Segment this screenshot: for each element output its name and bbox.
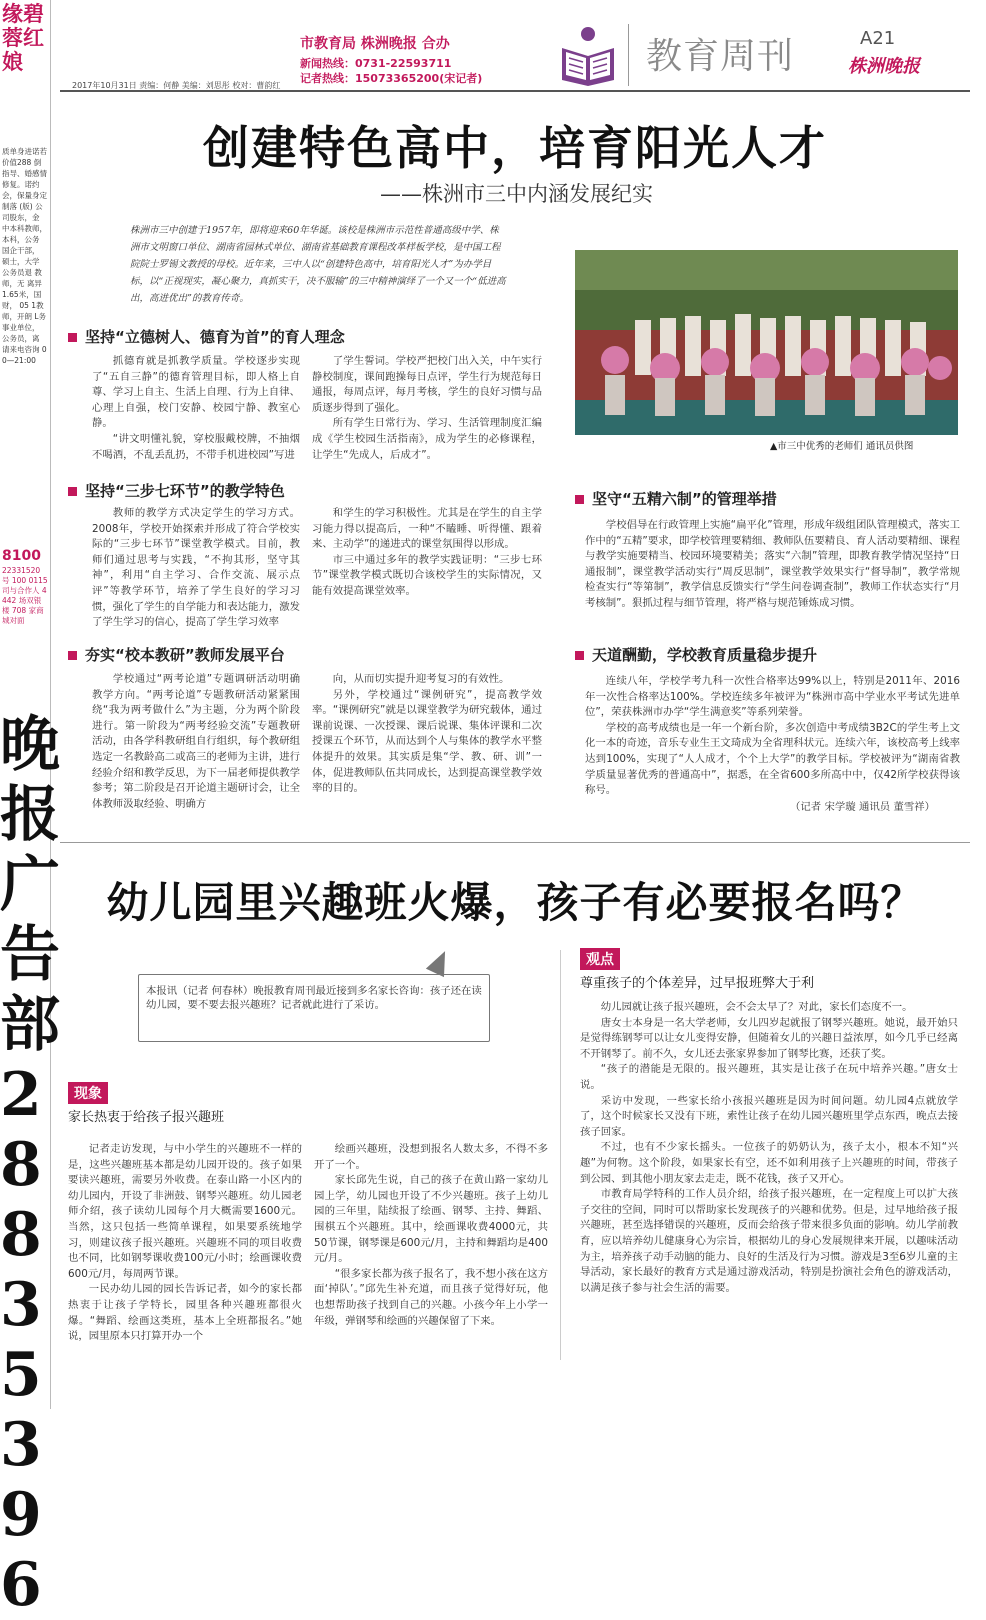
paragraph: 学校的高考成绩也是一年一个新台阶，多次创造中考成绩3B2C的学生考上文化一本的奇迹，音乐专业生王文琦成为全省理科状元。连续六年，该校高考上线率达到100%，实现了“人人成才，个个上大学”的教学目标。学校被评为“湖南省教学质量显著优秀的普通高中”，据悉，在全省600多所高中中，仅42所学校获得该称号。 bbox=[585, 721, 960, 797]
section3-col2 bbox=[312, 672, 542, 797]
paragraph: “很多家长都为孩子报名了，我不想小孩在这方面‘掉队’。”邱先生补充道，而且孩子觉得好玩，他也想帮助孩子找到自己的兴趣。小孩今年上小学一年级，弹钢琴和绘画的兴趣保留了下来。 bbox=[314, 1267, 548, 1327]
paragraph: 另外，学校通过“课例研究”，提高教学效率。“课例研究”就是以课堂教学为研究载体，通过课前说课、一次授课、课后说课、集体评课和二次授课五个环节，从而达到个人与集体的教学水平整体提升的效果。其实质是集“学、教、研、训”一体，促进教师队伍共同成长，达到提高课堂教学效率的目的。 bbox=[312, 688, 542, 795]
left-ad-address: 22331520 号 100 0115 司与合作人 4442 场双银 楼 708 家商城对面 bbox=[2, 566, 48, 625]
column-divider bbox=[560, 950, 561, 1360]
section-heading-3 bbox=[68, 644, 285, 665]
article2-headline: 幼儿园里兴趣班火爆，孩子有必要报名吗？ bbox=[106, 878, 924, 927]
section-heading-4 bbox=[575, 488, 777, 509]
reporter-hotline: 记者热线：15073365200(宋记者) bbox=[300, 72, 483, 85]
article2-lead: 本报讯（记者 何春林）晚报教育周刊最近接到多名家长咨询：孩子还在读幼儿园，要不要去报兴趣班？记者就此进行了采访。 bbox=[146, 985, 482, 1011]
section-title-text: 坚守“五精六制”的管理举措 bbox=[592, 490, 777, 508]
paragraph: 向，从而切实提升迎考复习的有效性。 bbox=[332, 673, 510, 685]
paragraph: 不过，也有不少家长摇头。一位孩子的奶奶认为，孩子太小，根本不知“兴趣”为何物。这个阶段，如果家长有空，还不如利用孩子上兴趣班的时间，带孩子到公园、到其他小朋友家去走走，既不花钱，孩子又开心。 bbox=[580, 1141, 958, 1185]
section5-body bbox=[585, 674, 960, 799]
paragraph: 采访中发现，一些家长给小孩报兴趣班是因为时间问题。幼儿园4点就放学了，这个时候家长又没有下班，索性让孩子在幼儿园兴趣班里学点东西，晚点去接孩子回家。 bbox=[580, 1094, 958, 1138]
viewpoint-body bbox=[580, 1000, 958, 1296]
paragraph: 抓德育就是抓教学质量。学校逐步实现了“五自三静”的德育管理目标，即人格上自尊、学习上自主、生活上自理、行为上自律、心理上自强，校门安静、校园宁静、教室心静。 bbox=[92, 355, 300, 430]
section-heading-1 bbox=[68, 326, 345, 347]
paragraph: 市三中通过多年的教学实践证明：“三步七环节”课堂教学模式既切合该校学生的实际情况，又能有效提高课堂效率。 bbox=[312, 553, 542, 597]
paragraph: 学校倡导在行政管理上实施“扁平化”管理，形成年级组团队管理模式，落实工作中的“五精”要求，即学校管理要精细、教师队伍要精良、育人活动要精细、课程与教学实施要精当、校园环境要精美；落实“六制”管理，即教育教学情况坚持“日通报制”，课堂教学活动实行“周反思制”，课堂教学效果实行“督导制”，教学常规检查实行“等第制”，教学信息反馈实行“学生问卷调查制”，教师工作状态实行“月考核制”。狠抓过程与细节管理，将严格与规范锤炼成习惯。 bbox=[585, 519, 960, 609]
section1-col1 bbox=[92, 354, 300, 463]
article-divider bbox=[60, 842, 970, 843]
phenomenon-col2 bbox=[314, 1142, 548, 1329]
newspaper-logo: 株洲晚报 bbox=[848, 56, 920, 77]
viewpoint-tag: 观点 bbox=[580, 948, 620, 970]
article1-subhead: ——株洲市三中内涵发展纪实 bbox=[380, 182, 653, 206]
section-title: 教育周刊 bbox=[646, 36, 795, 77]
paragraph: 和学生的学习积极性。尤其是在学生的自主学习能力得以提高后，一种“不瞌睡、听得懂、跟着来、主动学”的递进式的课堂氛围得以形成。 bbox=[312, 507, 542, 551]
paragraph: 所有学生日常行为、学习、生活管理制度汇编成《学生校园生活指南》，成为学生的必修课程，让学生“先成人，后成才”。 bbox=[312, 417, 542, 461]
left-bottom-ad: 晚报广告部 28835396 bbox=[0, 710, 60, 1620]
paragraph: “孩子的潜能是无限的。报兴趣班，其实是让孩子在玩中培养兴趣。”唐女士说。 bbox=[580, 1063, 958, 1091]
paragraph: 幼儿园就让孩子报兴趣班，会不会太早了？对此，家长们态度不一。 bbox=[600, 1001, 913, 1013]
left-ad-phone: 8100 bbox=[2, 548, 41, 564]
reader-book-icon bbox=[556, 24, 620, 86]
article1-byline: （记者 宋学璇 通讯员 董雪祥） bbox=[790, 801, 935, 813]
phenomenon-col1 bbox=[68, 1142, 302, 1345]
section-heading-5 bbox=[575, 644, 817, 665]
speech-bubble-tail bbox=[426, 947, 454, 977]
square-bullet-icon bbox=[68, 487, 77, 496]
square-bullet-icon bbox=[575, 495, 584, 504]
teachers-group-photo bbox=[575, 250, 958, 435]
section-title-text: 坚持“三步七环节”的教学特色 bbox=[85, 482, 285, 500]
square-bullet-icon bbox=[575, 651, 584, 660]
square-bullet-icon bbox=[68, 333, 77, 342]
photo-caption: ▲市三中优秀的老师们 通讯员供图 bbox=[770, 441, 914, 452]
masthead-rule bbox=[60, 90, 970, 92]
article1-headline: 创建特色高中，培育阳光人才 bbox=[203, 121, 827, 175]
paragraph: 市教育局学特科的工作人员介绍，给孩子报兴趣班，在一定程度上可以扩大孩子交往的空间，同时可以帮助家长发现孩子的兴趣和优势。但是，过早地给孩子报兴趣班，甚至选择错误的兴趣班，反而会给孩子带来很多负面的影响。幼儿学前教育，应以培养幼儿健康身心为宗旨，根据幼儿的身心发展规律来开展，以趣味活动为主，培养孩子动手动脑的能力、良好的生活及行为习惯。游戏是3至6岁儿童的主导活动，家长最好的教育方式是通过游戏活动，特别是扮演社会角色的游戏活动，以满足孩子参与社会生活的需要。 bbox=[580, 1188, 958, 1294]
paragraph: 家长邱先生说，自己的孩子在黄山路一家幼儿园上学，幼儿园也开设了不少兴趣班。孩子上幼儿园的三年里，陆续报了绘画、钢琴、主持、舞蹈、围棋五个兴趣班。其中，绘画课收费4000元，共50节课，钢琴课是600元/月，主持和舞蹈均是400元/月。 bbox=[314, 1174, 548, 1265]
paragraph: 记者走访发现，与中小学生的兴趣班不一样的是，这些兴趣班基本都是幼儿园开设的。孩子如果要读兴趣班，需要另外收费。在泰山路一小区内的幼儿园内，开设了非洲鼓、钢琴兴趣班。幼儿园老师介绍，孩子读幼儿园每个月大概需要1600元。当然，这只包括一些简单课程，如果要系统地学习，则建议孩子报兴趣班。兴趣班不同的项目收费也不同，比如钢琴课收费100元/小时；绘画课收费600元/月，每周两节课。 bbox=[68, 1143, 302, 1280]
sponsors-line: 市教育局 株洲晚报 合办 bbox=[300, 36, 450, 52]
left-ad-body: 质单身进诺若价值288 倒指导、婚感情修复。诺约会，保量身定制落 (版) 公司股东，金 中本科教师， 本科，公务 国企干部， 硕士，大学 公务员退 教师，无 离异 1.65米，国 财， 05 1教师，开朗 L务 事业单位， 公务员，离 请来电咨询 00—21:00 bbox=[2, 147, 47, 365]
section2-col2 bbox=[312, 506, 542, 600]
paragraph: 绘画兴趣班，没想到报名人数太多，不得不多开了一个。 bbox=[314, 1143, 548, 1171]
section1-col2 bbox=[312, 354, 542, 463]
section-heading-2 bbox=[68, 480, 285, 501]
paragraph: 了学生誓词。学校严把校门出入关，中午实行静校制度，课间跑操每日点评，学生行为规范每日通报，每周点评，每月考核，学生的良好习惯与品质逐步得到了强化。 bbox=[312, 355, 542, 414]
paragraph: 教师的教学方式决定学生的学习方式。2008年，学校开始探索并形成了符合学校实际的“三步七环节”课堂教学模式。目前，教师们通过思考与实践，“不拘其形，坚守其神”，利用“自主学习、合作交流、展示点评”等教学环节，培养了学生良好的学习习惯，强化了学生的自学能力和表达能力，激发了学生学习的信心，提高了学生学习效率 bbox=[92, 507, 300, 629]
page-number: A21 bbox=[860, 28, 896, 49]
paragraph: “讲文明懂礼貌，穿校服戴校牌，不抽烟不喝酒，不乱丢乱扔，不带手机进校园”写进 bbox=[92, 432, 300, 461]
masthead-divider bbox=[628, 24, 629, 86]
left-ad-title: 缘碧蓉红娘 bbox=[2, 1, 44, 74]
left-ad bbox=[0, 0, 50, 708]
section-title-text: 夯实“校本教研”教师发展平台 bbox=[85, 646, 285, 664]
viewpoint-subhead: 尊重孩子的个体差异，过早报班弊大于利 bbox=[580, 976, 815, 991]
section3-col1 bbox=[92, 672, 300, 812]
dateline: 2017年10月31日 责编：何静 美编：刘思彤 校对：曹韵红 bbox=[72, 81, 281, 90]
news-hotline: 新闻热线：0731-22593711 bbox=[300, 57, 452, 70]
paragraph: 唐女士本身是一名大学老师，女儿四岁起就报了钢琴兴趣班。她说，最开始只是觉得练钢琴可以让女儿变得安静，但随着女儿的兴趣日益浓厚，如今几乎已经离不开钢琴了。前不久，女儿还去张家界参加了钢琴比赛，还获了奖。 bbox=[580, 1016, 958, 1060]
paragraph: 学校通过“两考论道”专题调研活动明确教学方向。“两考论道”专题教研活动紧紧围绕“我为两考做什么”为主题，分为两个阶段进行。第一阶段为“两考经验交流”专题教研活动，由各学科教研组自行组织，每个教研组选定一名教龄高二或高三的老师为主讲，进行经验介绍和教学反思，为下一届老师提供教学参考；第二阶段是召开论道主题研讨会，让全体教师汲取经验、明确方 bbox=[92, 673, 300, 810]
article1-intro: 株洲市三中创建于1957年，即将迎来60年华诞。该校是株洲市示范性普通高级中学、株洲市文明窗口单位、湖南省园林式单位、湖南省基础教育课程改革样板学校，是中国工程院院士罗锡文教授的母校。近年来，三中人以“创建特色高中，培育阳光人才”为办学目标，以“正视现实，凝心聚力，真抓实干，决不服输”的三中精神演绎了一个又一个“低进高出，高进优出”的教育传奇。 bbox=[130, 225, 506, 304]
paragraph: 一民办幼儿园的园长告诉记者，如今的家长都热衷于让孩子学特长，园里各种兴趣班都很火爆。“舞蹈、绘画这类班，基本上全班都报名。”她说，园里原本只打算开办一个 bbox=[68, 1283, 302, 1343]
paragraph: 连续八年，学校学考九科一次性合格率达99%以上，特别是2011年、2016年一次性合格率达100%。学校连续多年被评为“株洲市高中学业水平考试先进单位”，荣获株洲市办学“学生满意奖”等系列荣誉。 bbox=[585, 675, 960, 719]
section-title-text: 天道酬勤，学校教育质量稳步提升 bbox=[592, 646, 818, 664]
section4-body bbox=[585, 518, 960, 612]
left-ad-strip bbox=[0, 0, 60, 1620]
square-bullet-icon bbox=[68, 651, 77, 660]
phenomenon-tag: 现象 bbox=[68, 1082, 108, 1104]
phenomenon-subhead: 家长热衷于给孩子报兴趣班 bbox=[68, 1110, 225, 1125]
section2-col1 bbox=[92, 506, 300, 631]
section-title-text: 坚持“立德树人、德育为首”的育人理念 bbox=[85, 328, 345, 346]
